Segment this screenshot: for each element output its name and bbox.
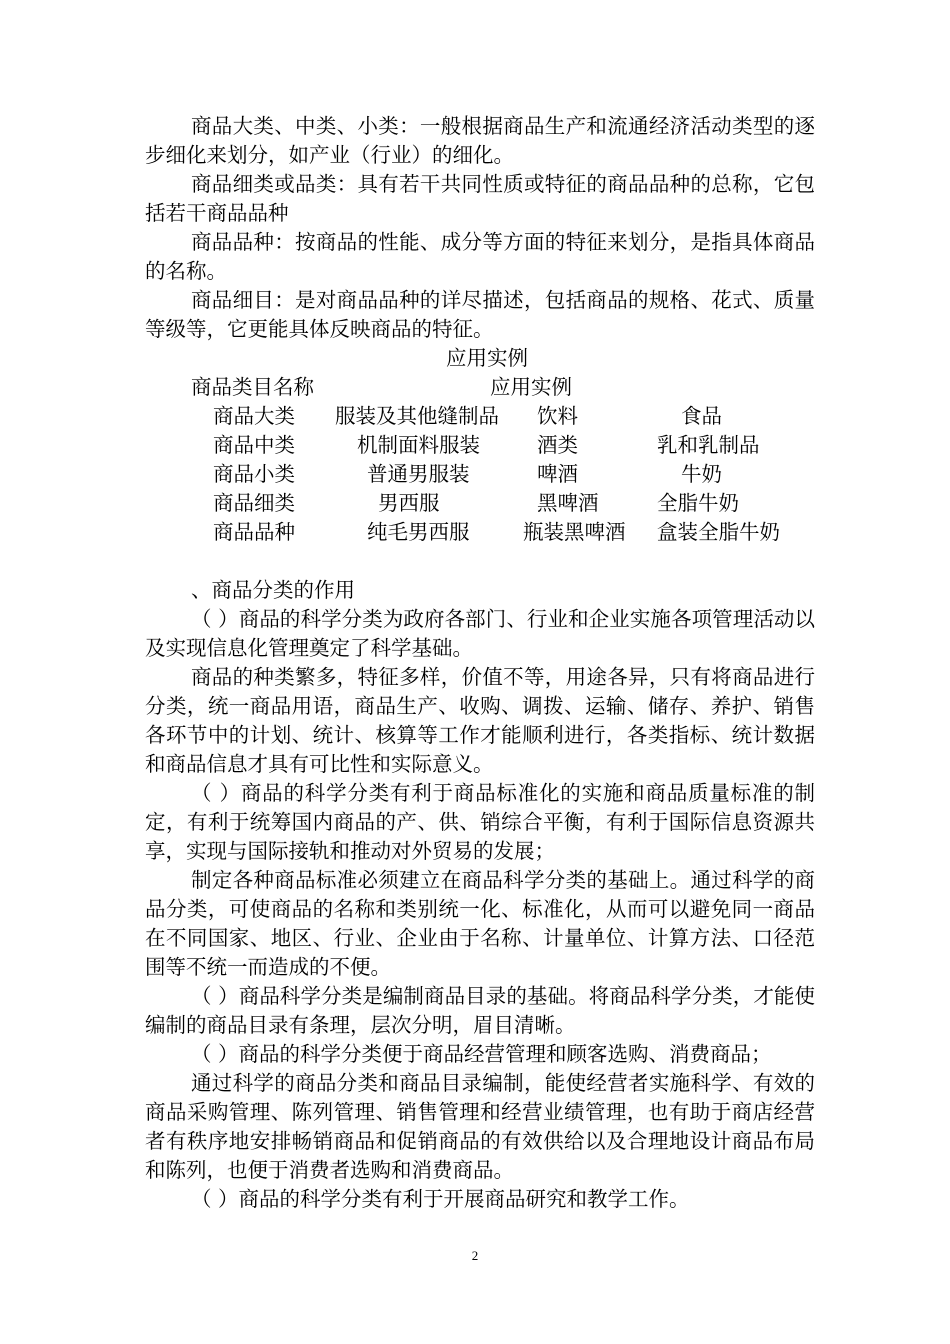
table-header [145,373,815,402]
table-row [145,460,815,489]
body-text [145,112,815,1214]
paragraph-variety: 商品品种：按商品的性能、成分等方面的特征来划分，是指具体商品的名称。 [145,230,815,283]
example-b: 黑啤酒 [537,491,599,515]
example-a: 机制面料服装 [357,433,480,457]
paragraph-role-5: （ ）商品的科学分类有利于开展商品研究和教学工作。 [191,1187,690,1211]
row-category: 商品细类 [213,491,295,515]
row-category: 商品品种 [213,520,295,544]
example-b: 酒类 [537,433,578,457]
example-c: 牛奶 [681,462,722,486]
paragraph-role-4-detail: 通过科学的商品分类和商品目录编制，能使经营者实施科学、有效的商品采购管理、陈列管理、销售管理和经营业绩管理，也有助于商店经营者有秩序地安排畅销商品和促销商品的有效供给以及合理地设计商品布局和陈列，也便于消费者选购和消费商品。 [145,1071,815,1182]
example-c: 食品 [681,404,722,428]
table-row [145,518,815,547]
page-number: 2 [471,1248,479,1263]
row-category: 商品中类 [213,433,295,457]
header-category-name: 商品类目名称 [191,375,314,399]
row-category: 商品大类 [213,404,295,428]
example-c: 盒装全脂牛奶 [657,520,780,544]
paragraph-role-1: （ ）商品的科学分类为政府各部门、行业和企业实施各项管理活动以及实现信息化管理奠定了科学基础。 [145,607,815,660]
table-row [145,402,815,431]
paragraph-role-2: （ ）商品的科学分类有利于商品标准化的实施和商品质量标准的制定，有利于统筹国内商品的产、供、销综合平衡，有利于国际信息资源共享，实现与国际接轨和推动对外贸易的发展； [145,781,815,863]
example-b: 瓶装黑啤酒 [523,520,626,544]
spacer [145,547,815,576]
example-a: 纯毛男西服 [367,520,470,544]
table-caption: 应用实例 [446,346,528,370]
example-a: 服装及其他缝制品 [335,404,499,428]
example-c: 乳和乳制品 [657,433,760,457]
row-category: 商品小类 [213,462,295,486]
paragraph-role-3: （ ）商品科学分类是编制商品目录的基础。将商品科学分类，才能使编制的商品目录有条理，层次分明，眉目清晰。 [145,984,815,1037]
example-b: 饮料 [537,404,578,428]
paragraph-role-1-detail: 商品的种类繁多，特征多样，价值不等，用途各异，只有将商品进行分类，统一商品用语，商品生产、收购、调拨、运输、储存、养护、销售各环节中的计划、统计、核算等工作才能顺利进行，各类指标、统计数据和商品信息才具有可比性和实际意义。 [145,665,815,776]
paragraph-detail: 商品细目：是对商品品种的详尽描述，包括商品的规格、花式、质量等级等，它更能具体反映商品的特征。 [145,288,815,341]
header-examples: 应用实例 [490,375,572,399]
example-a: 男西服 [378,491,440,515]
paragraph-role-2-detail: 制定各种商品标准必须建立在商品科学分类的基础上。通过科学的商品分类，可使商品的名称和类别统一化、标准化，从而可以避免同一商品在不同国家、地区、行业、企业由于名称、计量单位、计算方法、口径范围等不统一而造成的不便。 [145,868,815,979]
paragraph-major-classes: 商品大类、中类、小类：一般根据商品生产和流通经济活动类型的逐步细化来划分，如产业（行业）的细化。 [145,114,815,167]
table-row [145,431,815,460]
example-c: 全脂牛奶 [657,491,739,515]
example-b: 啤酒 [537,462,578,486]
table-row [145,489,815,518]
example-a: 普通男服装 [367,462,470,486]
section-heading: 、商品分类的作用 [191,578,355,602]
paragraph-subclass: 商品细类或品类：具有若干共同性质或特征的商品品种的总称，它包括若干商品品种 [145,172,815,225]
paragraph-role-4: （ ）商品的科学分类便于商品经营管理和顾客选购、消费商品； [191,1042,772,1066]
